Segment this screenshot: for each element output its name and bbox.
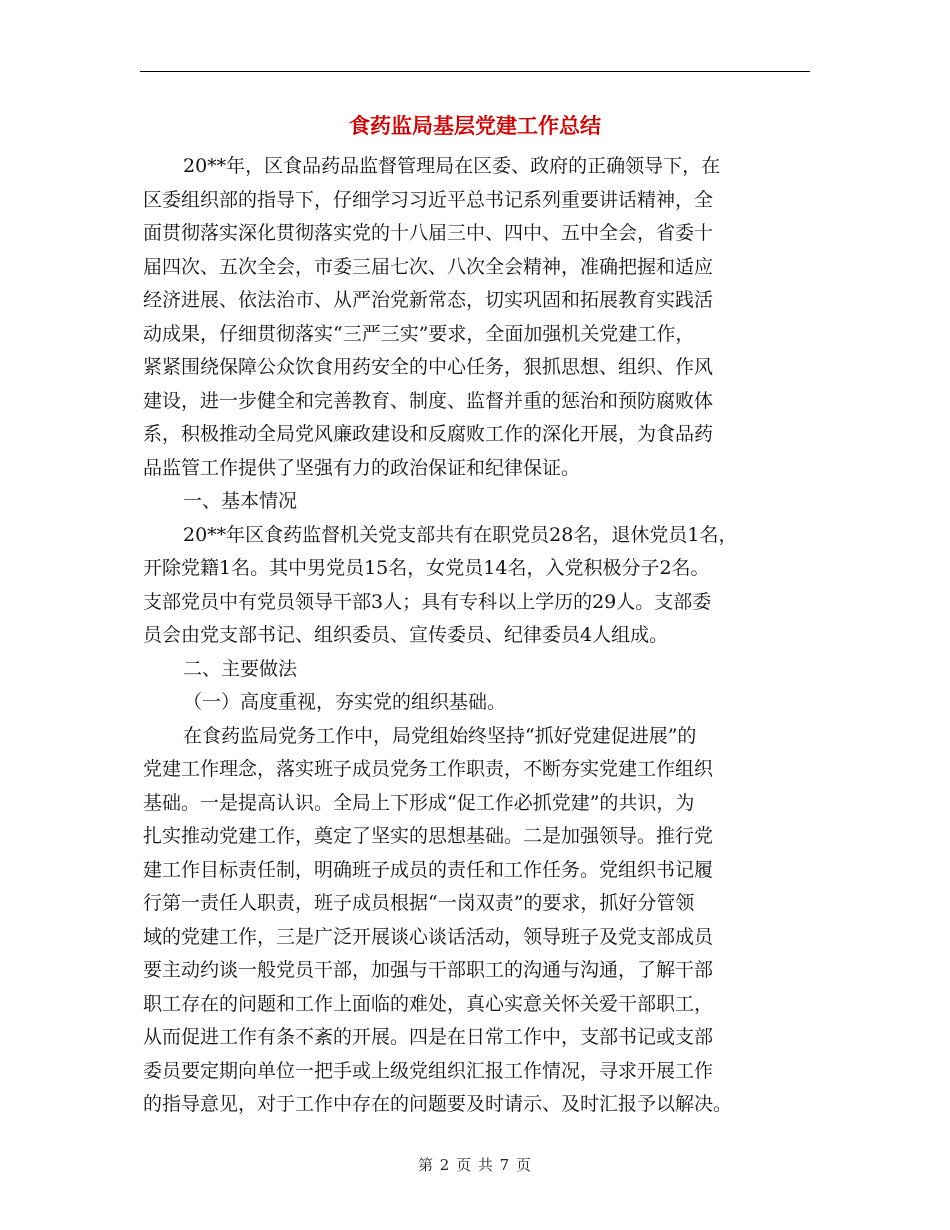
page-footer: 第 2 页 共 7 页 (418, 1156, 532, 1174)
text-line: 区委组织部的指导下，仔细学习习近平总书记系列重要讲话精神，全 (143, 188, 714, 211)
header-rule (140, 71, 810, 72)
text-line: 行第一责任人职责，班子成员根据“一岗双责”的要求，抓好分管领 (143, 892, 695, 914)
text-line: 建设，进一步健全和完善教育、制度、监督并重的惩治和预防腐败体 (143, 389, 714, 412)
text-line: 经济进展、依法治市、从严治党新常态，切实巩固和拓展教育实践活 (143, 289, 714, 311)
text-line: 建工作目标责任制，明确班子成员的责任和工作任务。党组织书记履 (143, 858, 714, 881)
document-title: 食药监局基层党建工作总结 (349, 113, 601, 138)
text-line: 从而促进工作有条不紊的开展。四是在日常工作中，支部书记或支部 (143, 1026, 714, 1048)
text-line: 品监管工作提供了坚强有力的政治保证和纪律保证。 (143, 456, 581, 479)
text-line: 20**年区食药监督机关党支部共有在职党员28名，退休党员1名， (183, 523, 738, 546)
text-line: 系，积极推动全局党风廉政建设和反腐败工作的深化开展，为食品药 (143, 423, 714, 445)
text-line: 在食药监局党务工作中，局党组始终坚持“抓好党建促进展”的 (183, 724, 697, 747)
text-line: 员会由党支部书记、组织委员、宣传委员、纪律委员4人组成。 (143, 624, 669, 646)
text-line: 职工存在的问题和工作上面临的难处，真心实意关怀关爱干部职工， (143, 992, 714, 1015)
text-line: 紧紧围绕保障公众饮食用药安全的中心任务，狠抓思想、组织、作风 (143, 356, 714, 378)
text-line: 20**年，区食品药品监督管理局在区委、政府的正确领导下，在 (183, 155, 721, 177)
text-line: 开除党籍1名。其中男党员15名，女党员14名，入党积极分子2名。 (143, 557, 710, 579)
text-line: 委员要定期向单位一把手或上级党组织汇报工作情况，寻求开展工作 (143, 1059, 714, 1082)
text-line: 动成果，仔细贯彻落实“三严三实”要求，全面加强机关党建工作， (143, 322, 695, 345)
text-line: 支部党员中有党员领导干部3人；具有专科以上学历的29人。支部委 (143, 590, 712, 613)
text-line: 基础。一是提高认识。全局上下形成“促工作必抓党建”的共识，为 (143, 791, 695, 814)
text-line: 届四次、五次全会，市委三届七次、八次全会精神，准确把握和适应 (143, 255, 714, 278)
document-body (143, 150, 823, 1122)
text-line: 二、主要做法 (183, 657, 298, 680)
text-line: 扎实推动党建工作，奠定了坚实的思想基础。二是加强领导。推行党 (143, 825, 714, 847)
text-line: 一、基本情况 (183, 490, 298, 512)
text-line: 党建工作理念，落实班子成员党务工作职责，不断夯实党建工作组织 (143, 758, 714, 780)
text-line: 要主动约谈一般党员干部，加强与干部职工的沟通与沟通，了解干部 (143, 959, 714, 981)
text-line: （一）高度重视，夯实党的组织基础。 (183, 691, 507, 713)
text-line: 的指导意见，对于工作中存在的问题要及时请示、及时汇报予以解决。 (143, 1093, 733, 1115)
text-line: 域的党建工作，三是广泛开展谈心谈话活动，领导班子及党支部成员 (143, 925, 714, 948)
text-line: 面贯彻落实深化贯彻落实党的十八届三中、四中、五中全会，省委十 (143, 222, 714, 244)
